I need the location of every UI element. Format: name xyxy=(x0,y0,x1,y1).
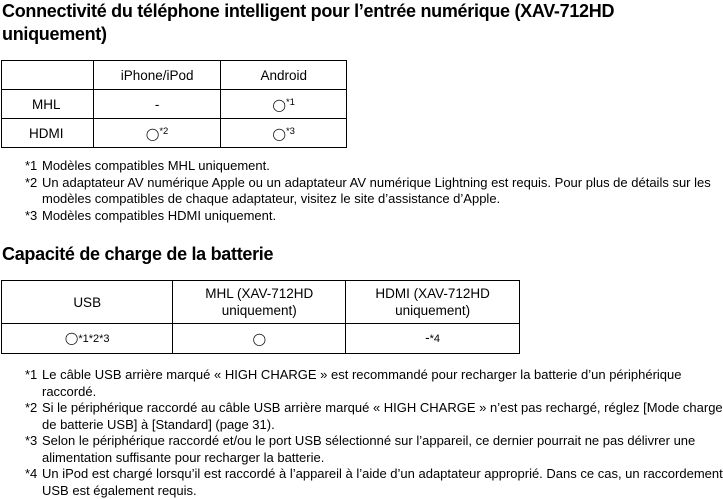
supported-circle-icon: ◯ xyxy=(252,331,266,346)
header-usb: USB xyxy=(2,281,173,324)
supported-circle-icon: ◯ xyxy=(145,127,160,141)
footnote-ref: *2 xyxy=(159,126,169,137)
footnote-ref: *1*2*3 xyxy=(78,333,110,345)
header-hdmi: HDMI (XAV-712HD uniquement) xyxy=(346,281,520,324)
footnote xyxy=(25,400,723,433)
header-iphone: iPhone/iPod xyxy=(93,61,221,90)
header-android: Android xyxy=(221,61,347,90)
footnote-mark: *1 xyxy=(25,367,38,382)
cell-usb xyxy=(2,324,173,354)
cell-hdmi-iphone xyxy=(93,119,221,148)
footnote-text: Si le périphérique raccordé au câble USB arrière marqué « HIGH CHARGE » n’est pas rechargé, réglez [Mode charge de batterie USB] à [Standard] (page 31). xyxy=(42,400,723,432)
section-title-battery-charge: Capacité de charge de la batterie xyxy=(2,244,274,264)
footnote-text: Le câble USB arrière marqué « HIGH CHARGE » est recommandé pour recharger la batterie d’un périphérique raccordé. xyxy=(42,367,682,399)
footnote xyxy=(25,367,723,400)
footnote-mark: *2 xyxy=(25,400,38,415)
footnote-text: Modèles compatibles HDMI uniquement. xyxy=(42,207,277,223)
footnote xyxy=(25,466,723,499)
battery-charge-table xyxy=(1,280,520,354)
supported-circle-icon: ◯ xyxy=(64,331,79,345)
connectivity-footnotes xyxy=(25,158,723,224)
footnote xyxy=(25,433,723,466)
header-mhl: MHL (XAV-712HD uniquement) xyxy=(173,281,346,324)
cell-hdmi xyxy=(346,324,520,354)
footnote-mark: *4 xyxy=(25,466,38,481)
cell-mhl-android xyxy=(221,90,347,119)
header-empty-cell xyxy=(2,61,94,90)
footnote-ref: *3 xyxy=(285,126,295,137)
battery-footnotes xyxy=(25,367,723,499)
section-title-connectivity: Connectivité du téléphone intelligent pour l’entrée numérique (XAV-712HD uniquement) xyxy=(2,1,615,44)
supported-circle-icon: ◯ xyxy=(272,98,286,112)
row-label-mhl: MHL xyxy=(2,90,94,119)
footnote-text: Modèles compatibles MHL uniquement. xyxy=(42,158,270,173)
footnote-mark: *2 xyxy=(25,174,38,190)
footnote-mark: *3 xyxy=(25,433,38,448)
footnote-mark: *1 xyxy=(25,158,38,173)
row-label-hdmi: HDMI xyxy=(2,119,94,148)
footnote-mark: *3 xyxy=(25,207,38,223)
footnote xyxy=(25,175,723,208)
footnote-text: Un iPod est chargé lorsqu’il est raccordé à l’appareil à l’aide d’un adaptateur approprié. Dans ce cas, un raccordement USB est également requis. xyxy=(42,466,723,498)
cell-hdmi-android xyxy=(221,119,347,148)
cell-mhl xyxy=(173,324,346,354)
footnote xyxy=(25,158,723,175)
footnote-ref: *4 xyxy=(429,333,441,345)
footnote-ref: *1 xyxy=(285,97,295,108)
supported-circle-icon: ◯ xyxy=(272,127,286,141)
not-supported-dash: - xyxy=(425,330,430,345)
footnote-text: Un adaptateur AV numérique Apple ou un adaptateur AV numérique Lightning est requis. Pour plus de détails sur les modèles compatibles de chaque adaptateur, visitez le site d’assistance d’Apple. xyxy=(42,174,711,206)
cell-mhl-iphone: - xyxy=(93,90,221,119)
footnote xyxy=(25,208,723,225)
connectivity-table xyxy=(1,60,347,148)
footnote-text: Selon le périphérique raccordé et/ou le port USB sélectionné sur l’appareil, ce dernier pourrait ne pas délivrer une alimentation suffisante pour recharger la batterie. xyxy=(42,433,696,465)
